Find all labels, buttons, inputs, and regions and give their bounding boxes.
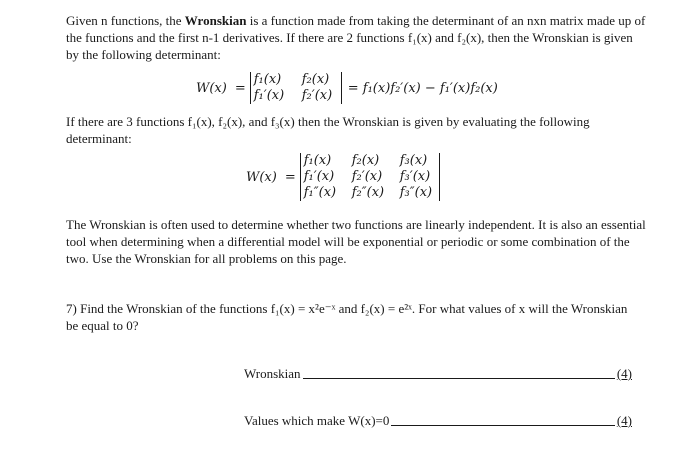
wronskian-3x3-equation [246,153,440,201]
eq2-equals: = [234,80,246,96]
zero-values-answer-label: Values which make W(x)=0 [244,413,390,428]
det3-row [304,185,436,201]
determinant-2x2 [250,72,342,104]
wronskian-answer-line[interactable] [244,364,632,382]
det3-cell: f₂(x) [351,153,380,168]
det3-row [304,153,436,169]
wronskian-term: Wronskian [184,13,247,28]
eq2-rhs: = f₁(x)f₂′(x) − f₁′(x)f₂(x) [347,80,498,96]
zero-values-answer-blank[interactable] [391,425,614,426]
det3-cell: f₁″(x) [303,185,337,200]
question-number: 7) [66,301,77,316]
det2-cell: f₂(x) [301,72,330,87]
det3-cell: f₃(x) [399,153,428,168]
question-text: Find the Wronskian of the functions f₁(x) = x²e⁻ˣ and f₂(x) = e²ˣ. For what values of x will the Wronskian be equal to 0? [66,301,628,333]
det2-row [254,72,338,88]
eq3-equals: = [284,169,296,185]
det3-cell: f₁(x) [303,153,332,168]
wronskian-2x2-equation [196,72,498,104]
eq2-lhs: W(x) [196,80,227,96]
wronskian-points: (4) [616,366,632,381]
zero-values-points: (4) [616,413,632,428]
det2-cell: f₂′(x) [301,88,333,103]
zero-values-answer-line[interactable] [244,411,632,429]
eq3-lhs: W(x) [246,169,277,185]
det3-cell: f₂″(x) [351,185,385,200]
det2-cell: f₁(x) [253,72,282,87]
det2-row [254,88,338,104]
wronskian-answer-blank[interactable] [303,378,615,379]
intro-text-before: Given n functions, the [66,13,185,28]
wronskian-answer-label: Wronskian [244,366,301,381]
det3-cell: f₃′(x) [399,169,431,184]
determinant-3x3 [300,153,440,201]
wronskian-usage-paragraph: The Wronskian is often used to determine whether two functions are linearly independent. It is also an essential tool when determining when a differential model will be exponential or periodic or some combination of the two. Use the Wronskian for all problems on this page. [66,217,646,266]
det3-cell: f₁′(x) [303,169,335,184]
det3-cell: f₃″(x) [399,185,433,200]
intro-paragraph [66,12,646,63]
det3-cell: f₂′(x) [351,169,383,184]
question-7 [66,300,636,334]
intro-text-after: is a function made from taking the determinant of an nxn matrix made up of the functions and the first n-1 derivatives. If there are 2 functions f₁(x) and f₂(x), then the Wronskian is given by the following determinant: [66,13,646,62]
det3-row [304,169,436,185]
three-function-paragraph: If there are 3 functions f₁(x), f₂(x), and f₃(x) then the Wronskian is given by evaluating the following determinant: [66,114,590,146]
det2-cell: f₁′(x) [253,88,285,103]
